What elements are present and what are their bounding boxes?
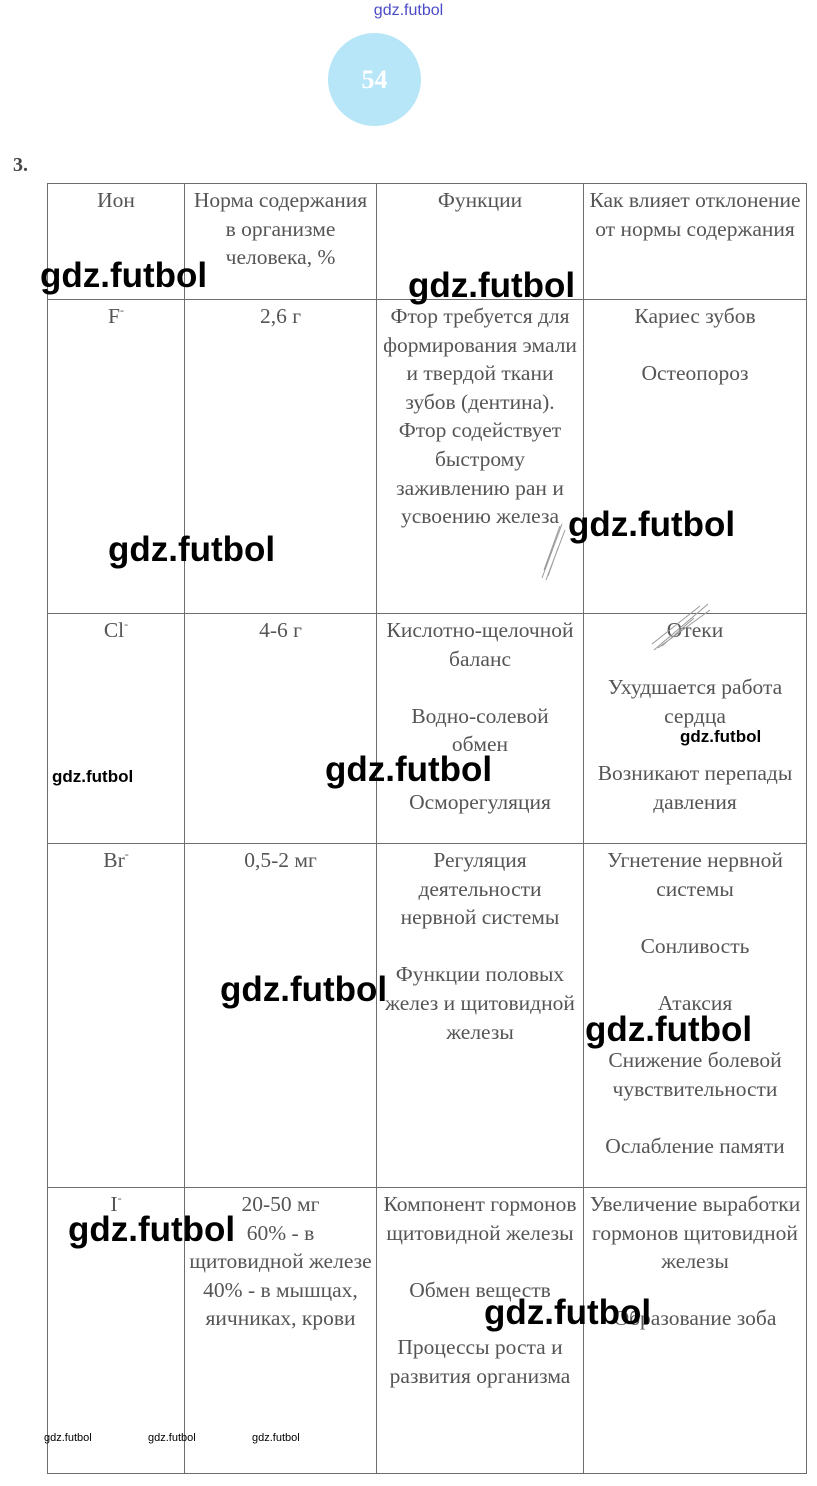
- site-url-header: gdz.futbol: [373, 2, 444, 19]
- watermark: gdz.futbol: [680, 727, 762, 746]
- functions-cell: [377, 844, 584, 1188]
- watermark: gdz.futbol: [484, 1293, 652, 1332]
- watermark: gdz.futbol: [40, 256, 208, 295]
- effect-item: Отеки: [666, 618, 724, 642]
- norm-line: 20-50 мг: [241, 1192, 320, 1216]
- function-item: Осморегуляция: [409, 789, 551, 814]
- watermark: gdz.futbol: [148, 1432, 196, 1444]
- watermark: gdz.futbol: [585, 1010, 753, 1049]
- effect-item: Ослабление памяти: [605, 1133, 785, 1158]
- function-item: Процессы роста и развития организма: [389, 1334, 571, 1388]
- watermark: gdz.futbol: [108, 530, 276, 569]
- norm-cell: [185, 844, 377, 1188]
- pencil-scribble-icon: [538, 518, 568, 584]
- function-item: Регуляция деятельности нервной системы: [400, 848, 560, 930]
- ion-symbol: I: [110, 1192, 118, 1216]
- norm-line: 2,6 г: [259, 304, 302, 328]
- effect-item: Кариес зубов: [634, 304, 756, 328]
- norm-cell: [185, 614, 377, 844]
- watermark: gdz.futbol: [44, 1432, 92, 1444]
- effects-cell: [584, 300, 807, 614]
- effect-item: Угнетение нервной системы: [607, 848, 783, 901]
- effect-item: Образование зоба: [613, 1306, 777, 1331]
- header-effects: Как влияет отклонение от нормы содержания: [584, 184, 807, 300]
- norm-line: 40% - в мышцах, яичниках, крови: [203, 1277, 358, 1331]
- norm-line: 0,5-2 мг: [244, 848, 317, 872]
- effect-item: Снижение болевой чувствительности: [608, 1048, 782, 1101]
- norm-line: 4-6 г: [259, 618, 302, 642]
- page-number: 54: [361, 64, 388, 94]
- effect-item: Остеопороз: [641, 361, 749, 386]
- ion-charge: -: [119, 303, 124, 317]
- effect-item: Ухудшается работа сердца: [607, 675, 783, 728]
- watermark: gdz.futbol: [68, 1210, 236, 1249]
- function-item: Фтор требуется для формирования эмали и твердой ткани зубов (дентина). Фтор содействует быстрому заживлению ран и усвоению железа: [383, 304, 577, 529]
- task-number: 3.: [13, 154, 28, 176]
- ion-cell: [48, 844, 185, 1188]
- header-norm: Норма содержания в организме человека, %: [185, 184, 377, 300]
- watermark: gdz.futbol: [252, 1432, 300, 1444]
- effect-item: Возникают перепады давления: [597, 760, 793, 814]
- watermark: gdz.futbol: [52, 767, 134, 786]
- norm-line: 60% - в щитовидной железе: [189, 1220, 372, 1274]
- watermark: gdz.futbol: [325, 750, 493, 789]
- header-ion: Ион: [48, 184, 185, 300]
- function-item: Водно-солевой обмен: [411, 703, 549, 757]
- watermark: gdz.futbol: [568, 505, 736, 544]
- effect-item: Атаксия: [657, 990, 733, 1015]
- ion-symbol: Cl: [103, 618, 125, 642]
- functions-cell: [377, 614, 584, 844]
- ion-cell: [48, 614, 185, 844]
- pencil-scribble-icon: [650, 600, 714, 654]
- page-number-badge: [328, 33, 421, 126]
- ions-table: [47, 183, 807, 1474]
- function-item: Обмен веществ: [409, 1277, 551, 1302]
- header-functions: Функции: [377, 184, 584, 300]
- ion-symbol: Br: [103, 848, 125, 872]
- ion-charge: -: [124, 847, 129, 861]
- effect-item: Увеличение выработки гормонов щитовидной железы: [589, 1192, 801, 1274]
- watermark: gdz.futbol: [408, 266, 576, 305]
- ion-charge: -: [124, 617, 129, 631]
- function-item: Функции половых желез и щитовидной железы: [385, 962, 575, 1044]
- function-item: Кислотно-щелочной баланс: [386, 618, 574, 671]
- effect-item: Сонливость: [640, 933, 750, 958]
- ion-charge: -: [117, 1191, 122, 1205]
- watermark: gdz.futbol: [220, 970, 388, 1009]
- ion-symbol: F: [108, 304, 120, 328]
- function-item: Компонент гормонов щитовидной железы: [383, 1192, 577, 1245]
